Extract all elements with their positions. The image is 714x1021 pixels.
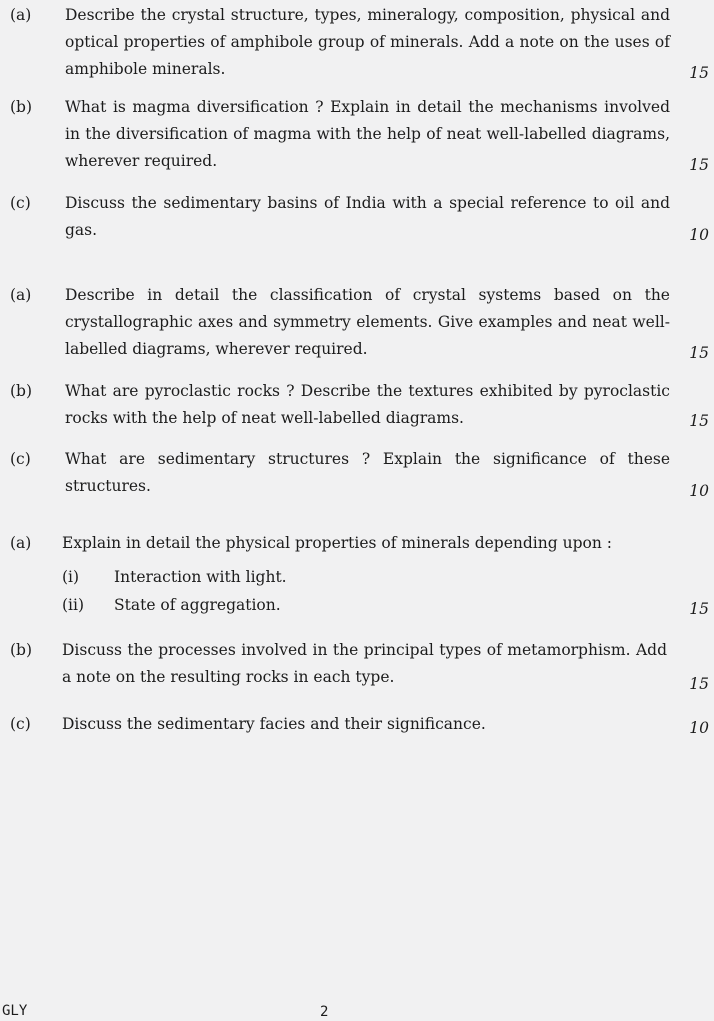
question-label: (a): [10, 286, 32, 304]
question-label: (b): [10, 641, 33, 659]
question-label: (c): [10, 450, 31, 468]
question-marks: 15: [689, 156, 709, 174]
question-label: (c): [10, 194, 31, 212]
question-label: (a): [10, 6, 32, 24]
sub-item-text: State of aggregation.: [114, 596, 281, 614]
question-text: Describe the crystal structure, types, mineralogy, composition, physical and optical properties of amphibole group of minerals. Add a note on the uses of amphibole minerals.: [65, 6, 670, 78]
question-label: (b): [10, 382, 33, 400]
question-marks: 15: [689, 344, 709, 362]
question-text: Discuss the processes involved in the principal types of metamorphism. Add a note on the resulting rocks in each type.: [62, 641, 667, 686]
question-marks: 15: [689, 412, 709, 430]
question-marks: 10: [689, 226, 709, 244]
question-marks: 10: [689, 482, 709, 500]
page-number: 2: [320, 1004, 329, 1020]
question-marks: 10: [689, 719, 709, 737]
paper-code: GLY: [2, 1003, 28, 1019]
question-label: (a): [10, 534, 32, 552]
question-text: What is magma diversification ? Explain in detail the mechanisms involved in the diversification of magma with the help of neat well-labelled diagrams, wherever required.: [65, 98, 670, 170]
question-label: (b): [10, 98, 33, 116]
question-text: What are sedimentary structures ? Explain the significance of these structures.: [65, 450, 670, 495]
question-marks: 15: [689, 64, 709, 82]
sub-item-number: (i): [62, 568, 80, 586]
question-label: (c): [10, 715, 31, 733]
question-text: Discuss the sedimentary facies and their significance.: [62, 715, 486, 733]
question-text: Describe in detail the classification of crystal systems based on the crystallographic axes and symmetry elements. Give examples and neat well-labelled diagrams, wherever required.: [65, 286, 670, 358]
question-text: Discuss the sedimentary basins of India with a special reference to oil and gas.: [65, 194, 670, 239]
question-marks: 15: [689, 675, 709, 693]
question-marks: 15: [689, 600, 709, 618]
question-text: What are pyroclastic rocks ? Describe the textures exhibited by pyroclastic rocks with the help of neat well-labelled diagrams.: [65, 382, 670, 427]
sub-item-text: Interaction with light.: [114, 568, 287, 586]
question-text: Explain in detail the physical properties of minerals depending upon :: [62, 534, 612, 552]
sub-item-number: (ii): [62, 596, 85, 614]
